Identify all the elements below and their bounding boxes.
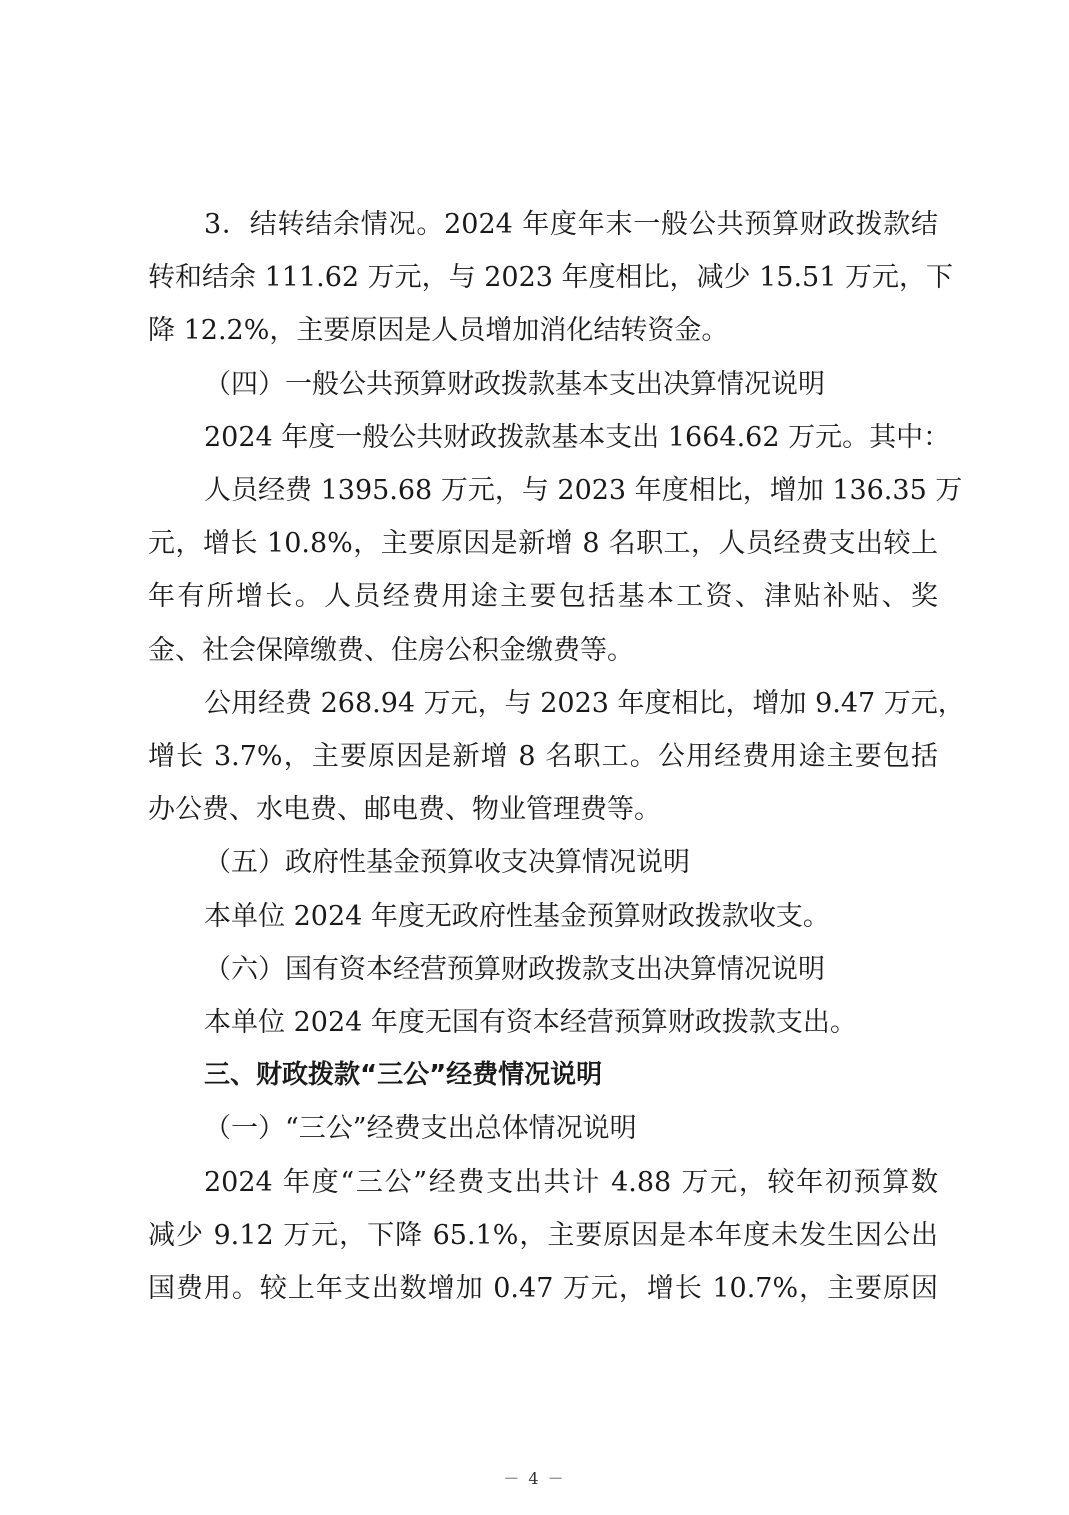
text-line: 2024 年度一般公共财政拨款基本支出 1664.62 万元。其中： xyxy=(204,421,951,453)
text-line: 公用经费 268.94 万元，与 2023 年度相比，增加 9.47 万元， xyxy=(204,687,965,719)
body-text xyxy=(148,198,965,1315)
text-line: 降 12.2%，主要原因是人员增加消化结转资金。 xyxy=(148,315,729,347)
text-line: 转和结余 111.62 万元，与 2023 年度相比，减少 15.51 万元，下 xyxy=(148,262,953,294)
text-line: 元，增长 10.8%，主要原因是新增 8 名职工，人员经费支出较上 xyxy=(148,528,938,560)
page-number: － 4 － xyxy=(503,1469,566,1488)
text-line: 减少 9.12 万元，下降 65.1%，主要原因是本年度未发生因公出 xyxy=(148,1219,938,1251)
text-line: 办公费、水电费、邮电费、物业管理费等。 xyxy=(148,794,661,826)
text-line: 2024 年度“三公”经费支出共计 4.88 万元，较年初预算数 xyxy=(204,1166,938,1198)
text-line: 增长 3.7%，主要原因是新增 8 名职工。公用经费用途主要包括 xyxy=(148,741,938,773)
text-line: 国费用。较上年支出数增加 0.47 万元，增长 10.7%，主要原因 xyxy=(148,1273,938,1305)
text-line: 本单位 2024 年度无政府性基金预算财政拨款收支。 xyxy=(204,900,830,932)
text-line: 人员经费 1395.68 万元，与 2023 年度相比，增加 136.35 万 xyxy=(204,475,963,507)
text-line: （五）政府性基金预算收支决算情况说明 xyxy=(204,847,690,879)
text-line: 3．结转结余情况。2024 年度年末一般公共预算财政拨款结 xyxy=(204,209,938,240)
text-line: （四）一般公共预算财政拨款基本支出决算情况说明 xyxy=(204,368,825,400)
text-line: 年有所增长。人员经费用途主要包括基本工资、津贴补贴、奖 xyxy=(148,581,938,613)
text-line: 金、社会保障缴费、住房公积金缴费等。 xyxy=(148,634,634,666)
text-line: （六）国有资本经营预算财政拨款支出决算情况说明 xyxy=(204,953,825,985)
section-heading: 三、财政拨款“三公”经费情况说明 xyxy=(204,1060,603,1091)
text-line: 本单位 2024 年度无国有资本经营预算财政拨款支出。 xyxy=(204,1007,857,1039)
text-line: （一）“三公”经费支出总体情况说明 xyxy=(204,1113,637,1145)
